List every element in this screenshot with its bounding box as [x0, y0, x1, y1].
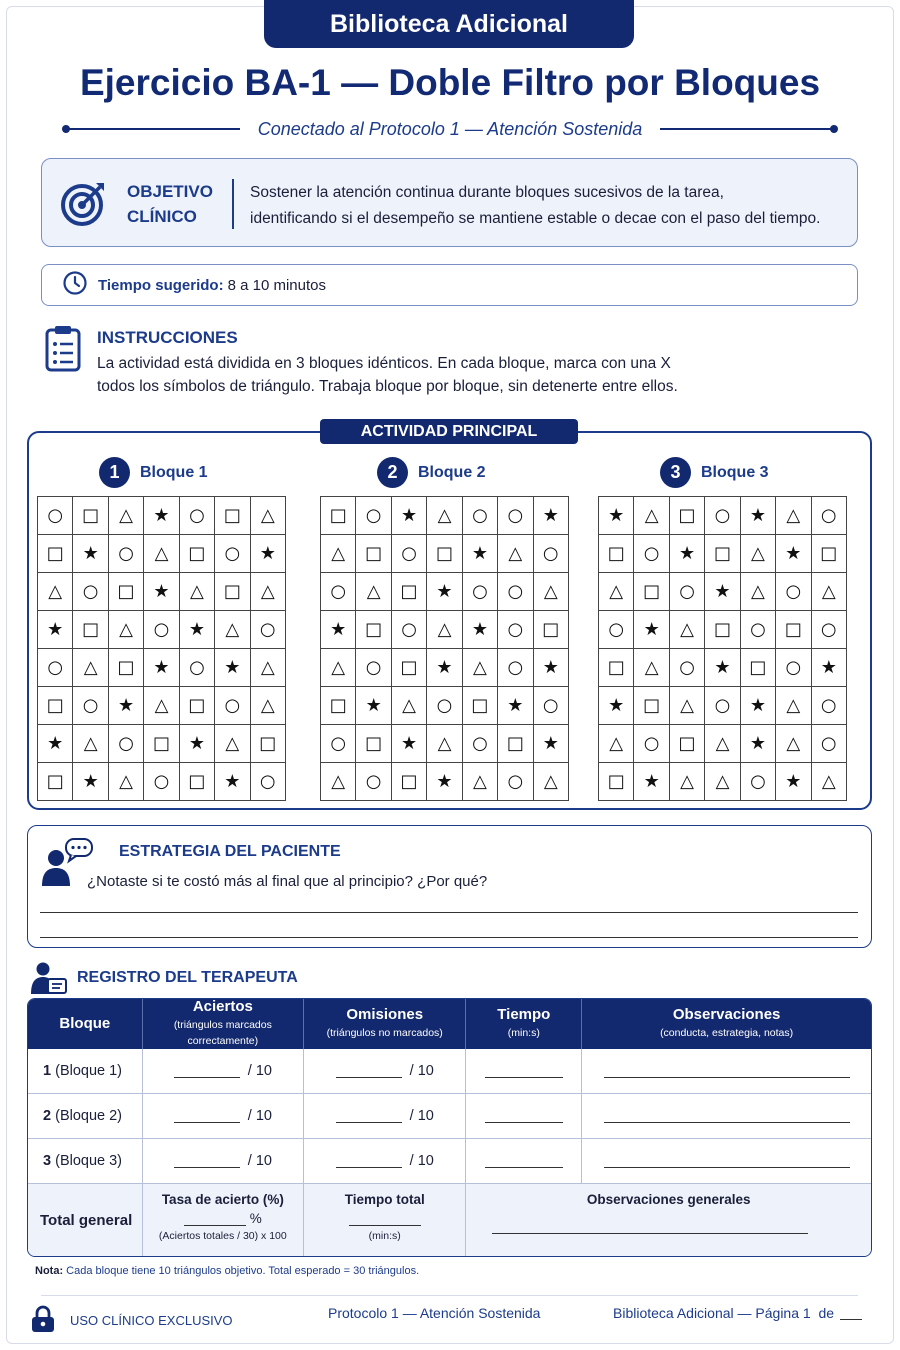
hits-max: / 10 — [247, 1108, 272, 1124]
symbol-cell[interactable]: ★ — [599, 687, 634, 725]
symbol-cell[interactable]: □ — [599, 763, 634, 801]
symbol-cell[interactable]: □ — [251, 725, 286, 763]
symbol-cell[interactable]: □ — [670, 497, 705, 535]
row-name: (Bloque 3) — [55, 1153, 123, 1169]
symbol-cell[interactable]: △ — [251, 573, 286, 611]
row-name: (Bloque 2) — [55, 1108, 123, 1124]
symbol-cell[interactable]: ○ — [109, 535, 144, 573]
hits-blank[interactable] — [174, 1109, 240, 1123]
symbol-cell[interactable]: ○ — [534, 535, 569, 573]
omissions-blank[interactable] — [336, 1109, 402, 1123]
col-obs-title: Observaciones — [672, 1006, 781, 1023]
symbol-cell[interactable]: ★ — [599, 497, 634, 535]
symbol-cell[interactable]: ★ — [392, 497, 427, 535]
symbol-cell[interactable]: ★ — [38, 725, 73, 763]
time-value: 8 a 10 minutos — [227, 276, 326, 294]
activity-label: ACTIVIDAD PRINCIPAL — [320, 419, 578, 444]
hits-cell[interactable] — [143, 1139, 304, 1184]
symbol-cell[interactable]: □ — [392, 763, 427, 801]
symbol-cell[interactable]: ○ — [215, 687, 250, 725]
instructions-line2: todos los símbolos de triángulo. Trabaja bloque por bloque, sin detenerte entre ellos. — [97, 378, 678, 395]
block-1-title: Bloque 1 — [140, 463, 208, 481]
col-time-sub: (min:s) — [507, 1027, 540, 1039]
time-cell[interactable] — [466, 1049, 582, 1094]
table-header-row — [28, 999, 871, 1049]
symbol-cell[interactable]: ★ — [634, 763, 669, 801]
total-time-title: Tiempo total — [344, 1192, 425, 1207]
library-tag: Biblioteca Adicional — [264, 0, 634, 48]
rate-unit: % — [249, 1211, 262, 1226]
block-1-number: 1 — [99, 457, 130, 488]
symbol-cell[interactable]: □ — [73, 611, 108, 649]
symbol-cell[interactable]: ○ — [599, 611, 634, 649]
row-num: 3 — [43, 1153, 52, 1169]
instructions-title: INSTRUCCIONES — [97, 328, 238, 347]
symbol-cell[interactable]: △ — [109, 763, 144, 801]
symbol-cell[interactable]: □ — [321, 497, 356, 535]
hits-blank[interactable] — [174, 1154, 240, 1168]
symbol-cell[interactable]: □ — [634, 687, 669, 725]
symbol-cell[interactable]: ○ — [634, 535, 669, 573]
strategy-title: ESTRATEGIA DEL PACIENTE — [119, 843, 341, 860]
symbol-cell[interactable]: ○ — [109, 725, 144, 763]
page-title: Ejercicio BA-1 — Doble Filtro por Bloques — [79, 62, 821, 103]
symbol-cell[interactable]: ○ — [812, 611, 847, 649]
target-icon — [60, 179, 108, 232]
col-header-omissions — [304, 999, 466, 1049]
symbol-cell[interactable]: △ — [599, 725, 634, 763]
symbol-cell[interactable]: □ — [180, 535, 215, 573]
footer-right — [613, 1305, 862, 1321]
general-observations-cell[interactable] — [466, 1184, 871, 1256]
symbol-cell[interactable]: □ — [38, 763, 73, 801]
symbol-cell[interactable]: ○ — [427, 687, 462, 725]
time-blank[interactable] — [485, 1109, 563, 1123]
total-time-unit: (min:s) — [368, 1230, 401, 1243]
footer-right-text: Biblioteca Adicional — Página 1 de — [613, 1305, 835, 1321]
footer-left-text: USO CLÍNICO EXCLUSIVO — [70, 1313, 233, 1328]
col-omissions-title: Omisiones — [346, 1006, 424, 1023]
col-omissions-sub: (triángulos no marcados) — [326, 1027, 443, 1039]
clipboard-icon — [44, 324, 82, 377]
symbol-cell[interactable]: ○ — [392, 611, 427, 649]
symbol-cell[interactable]: ★ — [144, 497, 179, 535]
symbol-cell[interactable]: □ — [392, 649, 427, 687]
symbol-cell[interactable]: ○ — [776, 649, 811, 687]
instructions-line1: La actividad está dividida en 3 bloques idénticos. En cada bloque, marca con una X — [97, 355, 671, 372]
row-num: 2 — [43, 1108, 52, 1124]
general-observations-title: Observaciones generales — [586, 1192, 751, 1207]
objective-divider — [232, 179, 234, 229]
symbol-cell[interactable]: □ — [427, 535, 462, 573]
symbol-cell[interactable]: □ — [38, 687, 73, 725]
hits-blank[interactable] — [174, 1064, 240, 1078]
symbol-cell[interactable]: ★ — [741, 725, 776, 763]
symbol-cell[interactable]: ★ — [427, 649, 462, 687]
symbol-cell[interactable]: △ — [73, 725, 108, 763]
symbol-cell[interactable]: ○ — [705, 687, 740, 725]
symbol-cell[interactable]: △ — [634, 649, 669, 687]
row-block-label — [28, 1049, 143, 1094]
symbol-cell[interactable]: ★ — [741, 687, 776, 725]
symbol-cell[interactable]: ★ — [670, 535, 705, 573]
symbol-cell[interactable]: □ — [705, 535, 740, 573]
symbol-cell[interactable]: △ — [321, 535, 356, 573]
table-note — [35, 1265, 419, 1277]
symbol-cell[interactable]: ○ — [38, 649, 73, 687]
symbol-cell[interactable]: ○ — [741, 611, 776, 649]
page-total-blank[interactable] — [840, 1306, 862, 1320]
symbol-cell[interactable]: △ — [599, 573, 634, 611]
answer-line[interactable] — [40, 937, 858, 938]
symbol-cell[interactable]: △ — [321, 763, 356, 801]
table-row — [28, 1139, 871, 1184]
col-header-hits — [143, 999, 304, 1049]
hits-max: / 10 — [247, 1063, 272, 1079]
block-3-header — [660, 457, 769, 488]
table-row — [28, 1094, 871, 1139]
symbol-cell[interactable]: □ — [215, 573, 250, 611]
col-hits-sub: (triángulos marcados correctamente) — [173, 1019, 272, 1047]
note-text: Cada bloque tiene 10 triángulos objetivo. Total esperado = 30 triángulos. — [66, 1265, 420, 1277]
symbol-cell[interactable]: ★ — [705, 573, 740, 611]
table-row — [28, 1049, 871, 1094]
symbol-cell[interactable]: △ — [776, 725, 811, 763]
symbol-cell[interactable]: ○ — [741, 763, 776, 801]
omissions-cell[interactable] — [304, 1139, 466, 1184]
footer-left — [30, 1305, 233, 1336]
symbol-cell[interactable]: ★ — [498, 687, 533, 725]
objective-label-line2: CLÍNICO — [127, 207, 197, 226]
symbol-cell[interactable]: △ — [144, 687, 179, 725]
symbol-cell[interactable]: ★ — [534, 725, 569, 763]
symbol-cell[interactable]: □ — [705, 611, 740, 649]
symbol-cell[interactable]: ○ — [498, 573, 533, 611]
symbol-cell[interactable]: △ — [776, 687, 811, 725]
symbol-cell[interactable]: △ — [463, 649, 498, 687]
symbol-cell[interactable]: ○ — [498, 649, 533, 687]
symbol-cell[interactable]: △ — [321, 649, 356, 687]
symbol-cell[interactable]: ○ — [215, 535, 250, 573]
symbol-cell[interactable]: ○ — [356, 649, 391, 687]
total-row — [28, 1184, 871, 1256]
symbol-cell[interactable]: △ — [634, 497, 669, 535]
omissions-cell[interactable] — [304, 1094, 466, 1139]
rate-formula: (Aciertos totales / 30) x 100 — [158, 1230, 287, 1243]
symbol-cell[interactable]: ★ — [73, 763, 108, 801]
footer-center — [328, 1305, 540, 1321]
row-block-label — [28, 1094, 143, 1139]
symbol-cell[interactable]: □ — [356, 611, 391, 649]
block-2-number: 2 — [377, 457, 408, 488]
symbol-cell[interactable]: ★ — [705, 649, 740, 687]
symbol-cell[interactable]: ★ — [109, 687, 144, 725]
symbol-cell[interactable]: □ — [498, 725, 533, 763]
strategy-box — [27, 825, 872, 948]
observations-cell[interactable] — [582, 1049, 871, 1094]
block-3-number: 3 — [660, 457, 691, 488]
symbol-cell[interactable]: △ — [812, 573, 847, 611]
symbol-cell[interactable]: ★ — [776, 763, 811, 801]
lock-icon — [30, 1305, 56, 1336]
symbol-cell[interactable]: ○ — [180, 497, 215, 535]
col-obs-sub: (conducta, estrategia, notas) — [660, 1027, 794, 1039]
therapist-icon — [30, 961, 68, 1000]
symbol-cell[interactable]: ★ — [534, 497, 569, 535]
omissions-max: / 10 — [409, 1108, 434, 1124]
symbol-cell[interactable]: ★ — [463, 535, 498, 573]
symbol-cell[interactable]: △ — [109, 497, 144, 535]
symbol-cell[interactable]: ★ — [534, 649, 569, 687]
symbol-cell[interactable]: ○ — [776, 573, 811, 611]
observations-cell[interactable] — [582, 1094, 871, 1139]
symbol-cell[interactable]: ○ — [251, 763, 286, 801]
hits-max: / 10 — [247, 1153, 272, 1169]
symbol-cell[interactable]: □ — [38, 535, 73, 573]
symbol-cell[interactable]: ★ — [463, 611, 498, 649]
symbol-cell[interactable]: ○ — [670, 649, 705, 687]
symbol-cell[interactable]: ★ — [144, 573, 179, 611]
symbol-cell[interactable]: □ — [534, 611, 569, 649]
symbol-cell[interactable]: □ — [109, 649, 144, 687]
block-3-title: Bloque 3 — [701, 463, 769, 481]
symbol-cell[interactable]: △ — [463, 763, 498, 801]
symbol-cell[interactable]: △ — [180, 573, 215, 611]
total-label: Total general — [28, 1184, 143, 1256]
symbol-cell[interactable]: △ — [38, 573, 73, 611]
symbol-cell[interactable]: ○ — [812, 725, 847, 763]
symbol-cell[interactable]: ○ — [463, 725, 498, 763]
symbol-cell[interactable]: □ — [356, 535, 391, 573]
symbol-cell[interactable]: □ — [670, 725, 705, 763]
symbol-cell[interactable]: ○ — [498, 497, 533, 535]
omissions-blank[interactable] — [336, 1154, 402, 1168]
note-label: Nota: — [35, 1265, 64, 1277]
rate-cell[interactable] — [143, 1184, 304, 1256]
page-subtitle: Conectado al Protocolo 1 — Atención Sostenida — [257, 118, 643, 139]
register-title: REGISTRO DEL TERAPEUTA — [77, 969, 298, 986]
symbol-cell[interactable]: △ — [392, 687, 427, 725]
symbol-cell[interactable]: ○ — [356, 763, 391, 801]
symbol-cell[interactable]: □ — [144, 725, 179, 763]
time-cell[interactable] — [466, 1094, 582, 1139]
symbol-cell[interactable]: △ — [705, 725, 740, 763]
symbol-cell[interactable]: △ — [776, 497, 811, 535]
symbol-cell[interactable]: □ — [812, 535, 847, 573]
time-box — [41, 264, 858, 306]
symbol-cell[interactable]: △ — [109, 611, 144, 649]
time-cell[interactable] — [466, 1139, 582, 1184]
symbol-cell[interactable]: △ — [534, 573, 569, 611]
symbol-cell[interactable]: △ — [741, 573, 776, 611]
col-header-block — [28, 999, 143, 1049]
omissions-blank[interactable] — [336, 1064, 402, 1078]
observations-cell[interactable] — [582, 1139, 871, 1184]
symbol-cell[interactable]: ○ — [144, 763, 179, 801]
symbol-cell[interactable]: ○ — [180, 649, 215, 687]
symbol-cell[interactable]: □ — [109, 573, 144, 611]
symbol-cell[interactable]: ★ — [73, 535, 108, 573]
symbol-cell[interactable]: △ — [356, 573, 391, 611]
subtitle-row — [64, 116, 836, 142]
symbol-cell[interactable]: △ — [251, 649, 286, 687]
register-table — [27, 998, 872, 1257]
total-time-cell[interactable] — [304, 1184, 466, 1256]
block-1-header — [99, 457, 208, 488]
symbol-cell[interactable]: ★ — [180, 725, 215, 763]
objective-text — [250, 180, 820, 232]
omissions-cell[interactable] — [304, 1049, 466, 1094]
time-blank[interactable] — [485, 1064, 563, 1078]
symbol-cell[interactable]: □ — [392, 573, 427, 611]
symbol-cell[interactable]: ○ — [498, 763, 533, 801]
symbol-cell[interactable]: □ — [215, 497, 250, 535]
symbol-cell[interactable]: ○ — [812, 497, 847, 535]
symbol-cell[interactable]: ○ — [670, 573, 705, 611]
col-header-observations — [582, 999, 871, 1049]
hits-cell[interactable] — [143, 1049, 304, 1094]
symbol-cell[interactable]: △ — [251, 687, 286, 725]
symbol-cell[interactable]: ○ — [73, 687, 108, 725]
symbol-cell[interactable]: ○ — [73, 573, 108, 611]
hits-cell[interactable] — [143, 1094, 304, 1139]
symbol-cell[interactable]: ○ — [634, 725, 669, 763]
symbol-cell[interactable]: △ — [534, 763, 569, 801]
instructions-text — [97, 352, 797, 398]
objective-label — [127, 179, 213, 229]
symbol-cell[interactable]: □ — [741, 649, 776, 687]
symbol-cell[interactable]: △ — [670, 763, 705, 801]
symbol-cell[interactable]: ★ — [215, 649, 250, 687]
block-3-grid — [598, 496, 847, 801]
symbol-cell[interactable]: □ — [180, 687, 215, 725]
symbol-cell[interactable]: ★ — [812, 649, 847, 687]
symbol-cell[interactable]: □ — [776, 611, 811, 649]
clock-icon — [62, 270, 88, 300]
symbol-cell[interactable]: △ — [427, 497, 462, 535]
symbol-cell[interactable]: ★ — [215, 763, 250, 801]
rate-blank[interactable] — [184, 1212, 246, 1226]
decorative-line — [660, 128, 836, 130]
symbol-cell[interactable]: □ — [321, 687, 356, 725]
symbol-cell[interactable]: ○ — [463, 573, 498, 611]
symbol-cell[interactable]: ○ — [321, 573, 356, 611]
decorative-line — [64, 128, 240, 130]
objective-text-line1: Sostener la atención continua durante bloques sucesivos de la tarea, — [250, 184, 724, 201]
observations-blank[interactable] — [604, 1109, 850, 1123]
symbol-cell[interactable]: □ — [463, 687, 498, 725]
symbol-cell[interactable]: △ — [498, 535, 533, 573]
symbol-cell[interactable]: ○ — [356, 497, 391, 535]
block-2-title: Bloque 2 — [418, 463, 486, 481]
symbol-cell[interactable]: ○ — [812, 687, 847, 725]
symbol-cell[interactable]: ○ — [38, 497, 73, 535]
row-block-label — [28, 1139, 143, 1184]
objective-box — [41, 158, 858, 247]
col-block-title: Bloque — [59, 1015, 111, 1032]
symbol-cell[interactable]: △ — [741, 535, 776, 573]
col-hits-title: Aciertos — [192, 998, 253, 1015]
omissions-max: / 10 — [409, 1153, 434, 1169]
symbol-cell[interactable]: ★ — [321, 611, 356, 649]
symbol-cell[interactable]: ○ — [498, 611, 533, 649]
omissions-max: / 10 — [409, 1063, 434, 1079]
objective-text-line2: identificando si el desempeño se mantiene estable o decae con el paso del tiempo. — [250, 210, 821, 227]
symbol-cell[interactable]: ○ — [392, 535, 427, 573]
symbol-cell[interactable]: ★ — [741, 497, 776, 535]
symbol-cell[interactable]: △ — [427, 725, 462, 763]
block-2-grid — [320, 496, 569, 801]
symbol-cell[interactable]: ★ — [38, 611, 73, 649]
symbol-cell[interactable]: △ — [215, 611, 250, 649]
symbol-cell[interactable]: □ — [599, 649, 634, 687]
symbol-cell[interactable]: △ — [144, 535, 179, 573]
symbol-cell[interactable]: ○ — [251, 611, 286, 649]
observations-blank[interactable] — [604, 1064, 850, 1078]
symbol-cell[interactable]: ★ — [634, 611, 669, 649]
symbol-cell[interactable]: ★ — [180, 611, 215, 649]
symbol-cell[interactable]: △ — [670, 611, 705, 649]
symbol-cell[interactable]: ★ — [776, 535, 811, 573]
col-time-title: Tiempo — [497, 1006, 551, 1023]
col-header-time — [466, 999, 582, 1049]
row-num: 1 — [43, 1063, 52, 1079]
block-2-header — [377, 457, 486, 488]
strategy-question: ¿Notaste si te costó más al final que al principio? ¿Por qué? — [87, 873, 488, 890]
symbol-cell[interactable]: □ — [356, 725, 391, 763]
symbol-cell[interactable]: □ — [180, 763, 215, 801]
symbol-cell[interactable]: △ — [705, 763, 740, 801]
total-time-blank[interactable] — [349, 1212, 421, 1226]
row-name: (Bloque 1) — [55, 1063, 123, 1079]
time-blank[interactable] — [485, 1154, 563, 1168]
symbol-cell[interactable]: ○ — [705, 497, 740, 535]
symbol-cell[interactable]: ★ — [251, 535, 286, 573]
symbol-cell[interactable]: ★ — [427, 763, 462, 801]
block-1-grid — [37, 496, 286, 801]
symbol-cell[interactable]: □ — [634, 573, 669, 611]
symbol-cell[interactable]: ○ — [463, 497, 498, 535]
footer-divider — [41, 1295, 858, 1296]
time-label: Tiempo sugerido: — [98, 276, 224, 294]
symbol-cell[interactable]: ★ — [427, 573, 462, 611]
footer-center-text: Protocolo 1 — Atención Sostenida — [328, 1305, 541, 1321]
observations-blank[interactable] — [604, 1154, 850, 1168]
symbol-cell[interactable]: ★ — [144, 649, 179, 687]
symbol-cell[interactable]: △ — [215, 725, 250, 763]
symbol-cell[interactable]: ○ — [321, 725, 356, 763]
symbol-cell[interactable]: □ — [599, 535, 634, 573]
general-observations-blank[interactable] — [492, 1220, 808, 1234]
symbol-cell[interactable]: △ — [670, 687, 705, 725]
symbol-cell[interactable]: ★ — [392, 725, 427, 763]
symbol-cell[interactable]: △ — [427, 611, 462, 649]
rate-title: Tasa de acierto (%) — [161, 1192, 284, 1207]
symbol-cell[interactable]: ○ — [534, 687, 569, 725]
symbol-cell[interactable]: □ — [73, 497, 108, 535]
symbol-cell[interactable]: ○ — [144, 611, 179, 649]
symbol-cell[interactable]: ★ — [356, 687, 391, 725]
symbol-cell[interactable]: △ — [812, 763, 847, 801]
answer-line[interactable] — [40, 912, 858, 913]
objective-label-line1: OBJETIVO — [127, 182, 213, 201]
symbol-cell[interactable]: △ — [251, 497, 286, 535]
symbol-cell[interactable]: △ — [73, 649, 108, 687]
